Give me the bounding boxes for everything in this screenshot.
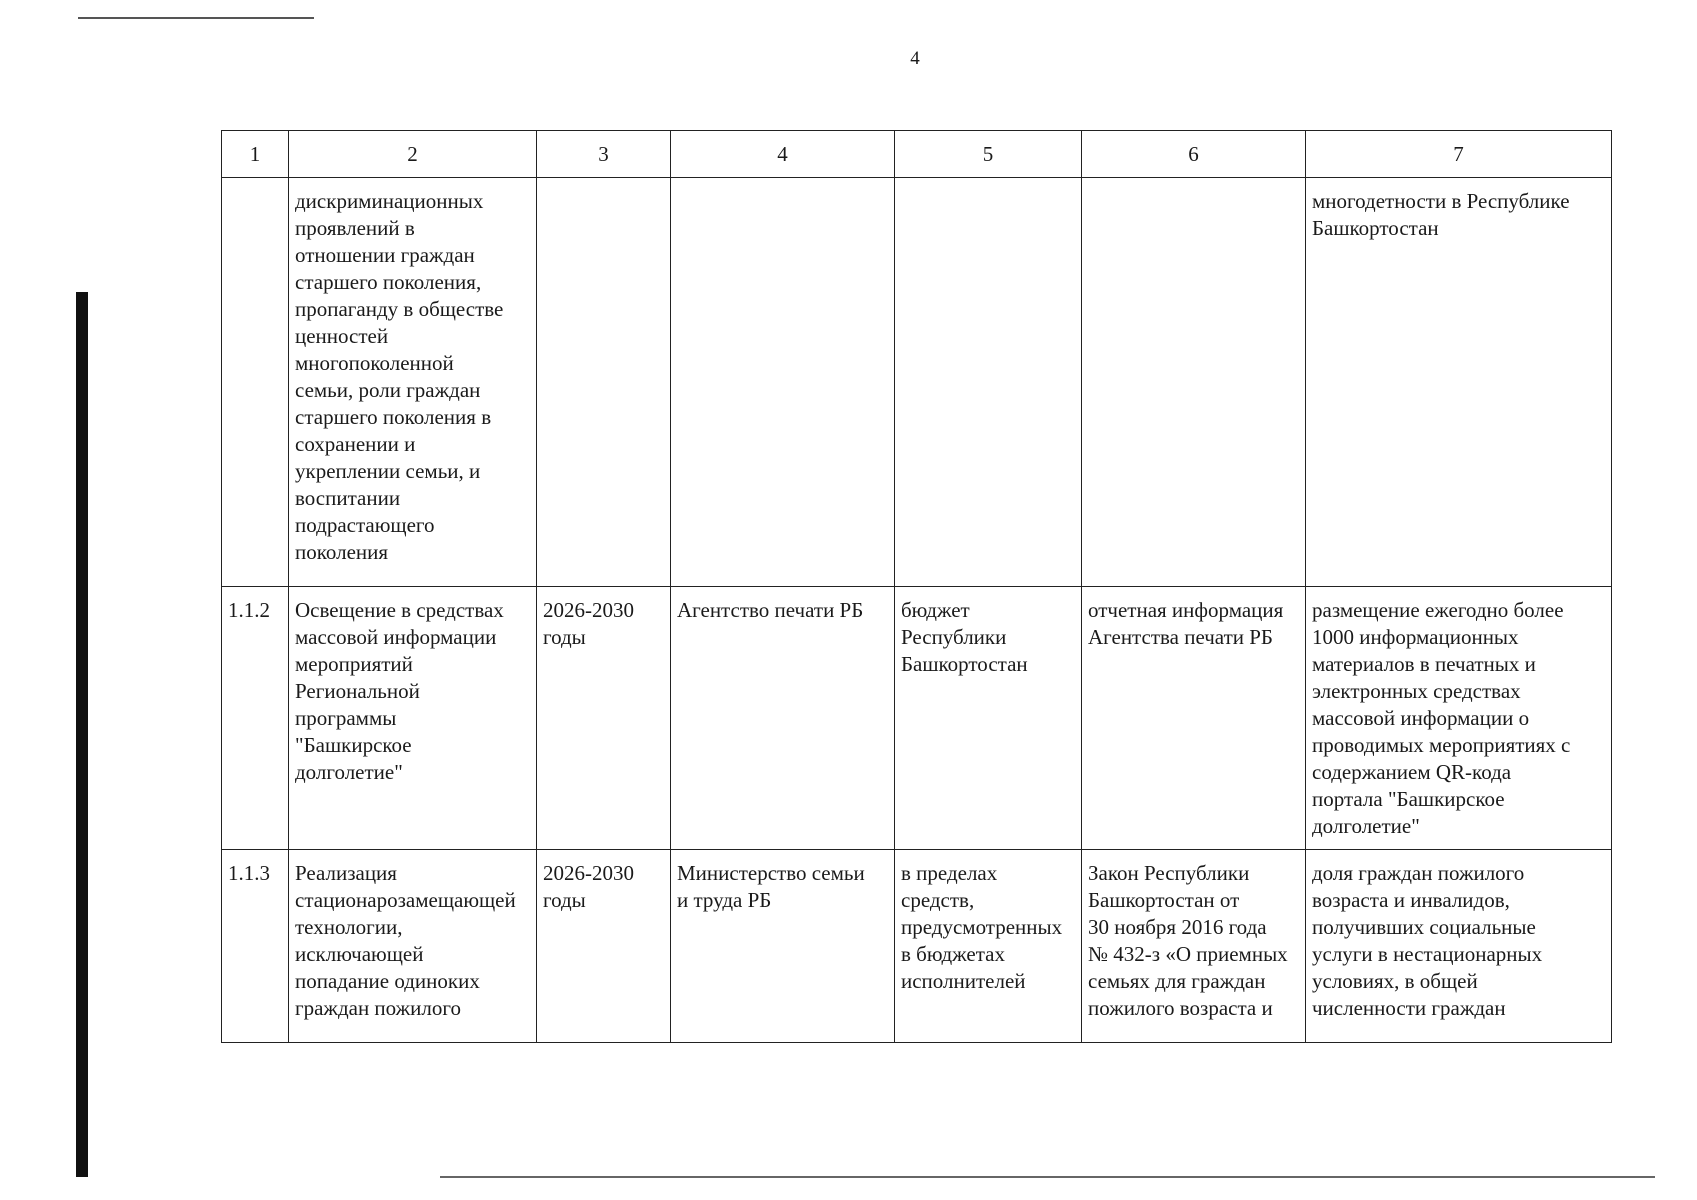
activity-cell: Освещение в средствах массовой информации мероприятий Региональной программы "Башкирское долголетие"	[289, 587, 537, 850]
result-cell: доля граждан пожилого возраста и инвалидов, получивших социальные услуги в нестационарных условиях, в общей численности граждан	[1306, 850, 1612, 1043]
row-number-cell: 1.1.2	[222, 587, 289, 850]
activity-cell: дискриминационных проявлений в отношении граждан старшего поколения, пропаганду в обществе ценностей многопоколенной семьи, роли граждан старшего поколения в сохранении и укреплении семьи, и воспитании подрастающего поколения	[289, 178, 537, 587]
program-table	[221, 130, 1612, 1043]
reporting-cell: Закон Республики Башкортостан от 30 ноября 2016 года № 432-з «О приемных семьях для граждан пожилого возраста и	[1082, 850, 1306, 1043]
page-number: 4	[910, 48, 920, 69]
column-header-1: 1	[222, 131, 289, 178]
funding-cell: бюджет Республики Башкортостан	[895, 587, 1082, 850]
table-row	[222, 850, 1612, 1043]
column-header-6: 6	[1082, 131, 1306, 178]
result-cell: многодетности в Республике Башкортостан	[1306, 178, 1612, 587]
period-cell	[537, 178, 671, 587]
column-header-3: 3	[537, 131, 671, 178]
top-rule	[78, 17, 314, 19]
column-header-7: 7	[1306, 131, 1612, 178]
reporting-cell	[1082, 178, 1306, 587]
row-number-cell	[222, 178, 289, 587]
table-row	[222, 178, 1612, 587]
funding-cell: в пределах средств, предусмотренных в бюджетах исполнителей	[895, 850, 1082, 1043]
scan-edge-bar	[76, 292, 88, 1177]
funding-cell	[895, 178, 1082, 587]
column-header-4: 4	[671, 131, 895, 178]
bottom-rule	[440, 1176, 1655, 1178]
result-cell: размещение ежегодно более 1000 информационных материалов в печатных и электронных средствах массовой информации о проводимых мероприятиях с содержанием QR-кода портала "Башкирское долголетие"	[1306, 587, 1612, 850]
column-header-5: 5	[895, 131, 1082, 178]
executor-cell: Министерство семьи и труда РБ	[671, 850, 895, 1043]
executor-cell	[671, 178, 895, 587]
reporting-cell: отчетная информация Агентства печати РБ	[1082, 587, 1306, 850]
period-cell: 2026-2030 годы	[537, 587, 671, 850]
column-header-2: 2	[289, 131, 537, 178]
period-cell: 2026-2030 годы	[537, 850, 671, 1043]
activity-cell: Реализация стационарозамещающей технологии, исключающей попадание одиноких граждан пожилого	[289, 850, 537, 1043]
table-row	[222, 587, 1612, 850]
row-number-cell: 1.1.3	[222, 850, 289, 1043]
header-row	[222, 131, 1612, 178]
executor-cell: Агентство печати РБ	[671, 587, 895, 850]
